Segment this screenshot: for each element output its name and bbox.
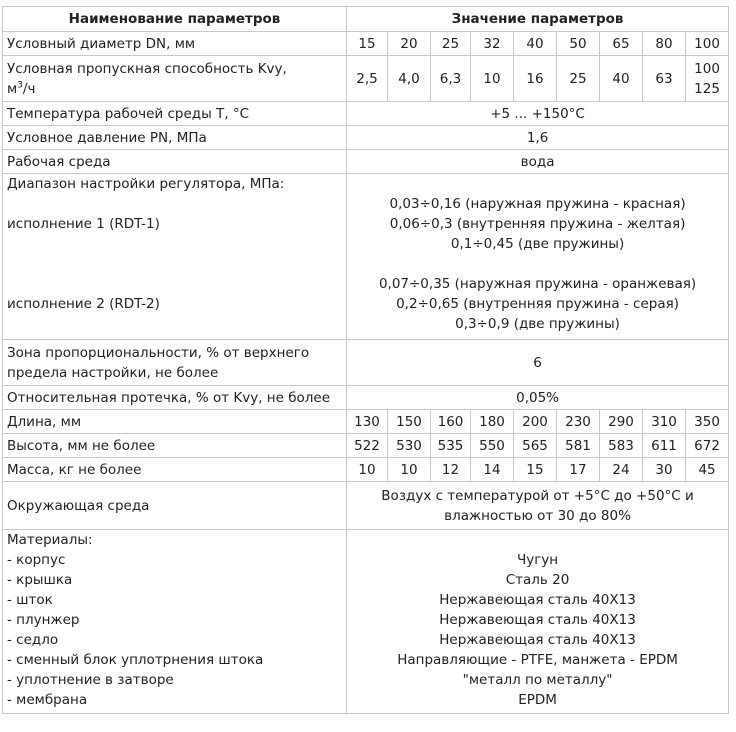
mass-value: 14 <box>471 458 514 482</box>
material-value: "металл по металлу" <box>462 672 613 688</box>
height-value: 583 <box>600 434 643 458</box>
material-value: Направляющие - PTFE, манжета - EPDM <box>397 652 678 668</box>
dn-row <box>3 32 729 56</box>
dn-value: 65 <box>600 32 643 56</box>
kvy-value: 2,5 <box>347 56 388 102</box>
height-value: 581 <box>557 434 600 458</box>
material-part: - сменный блок уплотрнения штока <box>7 652 264 668</box>
kvy-unit-base: м <box>7 80 18 97</box>
length-label: Длина, мм <box>3 410 347 434</box>
version2-label: исполнение 2 (RDT-2) <box>7 296 160 312</box>
medium-value: вода <box>347 150 729 174</box>
mass-value: 24 <box>600 458 643 482</box>
dn-value: 20 <box>388 32 431 56</box>
mass-value: 15 <box>514 458 557 482</box>
height-row <box>3 434 729 458</box>
length-value: 200 <box>514 410 557 434</box>
mass-value: 10 <box>388 458 431 482</box>
leakage-row <box>3 386 729 410</box>
length-value: 180 <box>471 410 514 434</box>
mass-label: Масса, кг не более <box>3 458 347 482</box>
kvy-value: 40 <box>600 56 643 102</box>
setting-range-title: Диапазон настройки регулятора, МПа: <box>7 176 285 192</box>
materials-label-cell <box>3 530 347 714</box>
mass-value: 45 <box>686 458 729 482</box>
material-part: - плунжер <box>7 612 80 628</box>
environment-value: Воздух с температурой от +5°С до +50°С и влажностью от 30 до 80% <box>347 482 729 530</box>
proportional-zone-value: 6 <box>347 340 729 386</box>
height-value: 565 <box>514 434 557 458</box>
material-value: Сталь 20 <box>505 572 570 588</box>
kvy-row <box>3 56 729 102</box>
length-row <box>3 410 729 434</box>
range-line: 0,06÷0,3 (внутренняя пружина - желтая) <box>389 216 686 232</box>
proportional-zone-label: Зона пропорциональности, % от верхнего предела настройки, не более <box>3 340 347 386</box>
environment-label: Окружающая среда <box>3 482 347 530</box>
height-value: 672 <box>686 434 729 458</box>
temperature-label: Температура рабочей среды Т, °С <box>3 102 347 126</box>
height-value: 611 <box>643 434 686 458</box>
dn-value: 15 <box>347 32 388 56</box>
environment-row <box>3 482 729 530</box>
length-value: 290 <box>600 410 643 434</box>
setting-range-label-cell <box>3 174 347 340</box>
temperature-value: +5 ... +150°С <box>347 102 729 126</box>
dn-value: 50 <box>557 32 600 56</box>
height-value: 550 <box>471 434 514 458</box>
mass-value: 10 <box>347 458 388 482</box>
height-value: 530 <box>388 434 431 458</box>
pressure-label: Условное давление PN, МПа <box>3 126 347 150</box>
kvy-value: 6,3 <box>431 56 471 102</box>
material-value: Нержавеющая сталь 40Х13 <box>439 612 636 628</box>
spec-table <box>2 6 729 714</box>
length-value: 150 <box>388 410 431 434</box>
header-row <box>3 7 729 32</box>
range-line: 0,3÷0,9 (две пружины) <box>455 316 620 332</box>
material-part: - мембрана <box>7 692 88 708</box>
material-value: EPDM <box>518 692 557 708</box>
dn-value: 40 <box>514 32 557 56</box>
kvy-value: 10 <box>471 56 514 102</box>
height-value: 522 <box>347 434 388 458</box>
leakage-label: Относительная протечка, % от Kvy, не более <box>3 386 347 410</box>
length-value: 350 <box>686 410 729 434</box>
materials-row <box>3 530 729 714</box>
material-value: Чугун <box>516 552 559 568</box>
mass-row <box>3 458 729 482</box>
material-part: - уплотнение в затворе <box>7 672 174 688</box>
dn-value: 80 <box>643 32 686 56</box>
material-part: - седло <box>7 632 59 648</box>
mass-value: 30 <box>643 458 686 482</box>
kvy-unit-sup: 3 <box>17 80 23 90</box>
materials-title: Материалы: <box>7 532 93 548</box>
range-line: 0,1÷0,45 (две пружины) <box>450 236 625 252</box>
length-value: 310 <box>643 410 686 434</box>
pressure-value: 1,6 <box>347 126 729 150</box>
length-value: 230 <box>557 410 600 434</box>
height-label: Высота, мм не более <box>3 434 347 458</box>
range-line: 0,03÷0,16 (наружная пружина - красная) <box>389 196 686 212</box>
kvy-value: 63 <box>643 56 686 102</box>
material-value: Нержавеющая сталь 40Х13 <box>439 592 636 608</box>
range-line: 0,07÷0,35 (наружная пружина - оранжевая) <box>378 276 697 292</box>
version1-label: исполнение 1 (RDT-1) <box>7 216 160 232</box>
medium-row <box>3 150 729 174</box>
material-part: - корпус <box>7 552 66 568</box>
leakage-value: 0,05% <box>347 386 729 410</box>
mass-value: 17 <box>557 458 600 482</box>
proportional-zone-row <box>3 340 729 386</box>
kvy-value: 16 <box>514 56 557 102</box>
dn-value: 25 <box>431 32 471 56</box>
range-line: 0,2÷0,65 (внутренняя пружина - серая) <box>396 296 680 312</box>
medium-label: Рабочая среда <box>3 150 347 174</box>
dn-label: Условный диаметр DN, мм <box>3 32 347 56</box>
material-part: - крышка <box>7 572 73 588</box>
pressure-row <box>3 126 729 150</box>
param-column-header: Наименование параметров <box>3 7 347 32</box>
materials-values-cell <box>347 530 729 714</box>
mass-value: 12 <box>431 458 471 482</box>
kvy-label-main: Условная пропускная способность Kvy, <box>7 60 287 77</box>
dn-value: 32 <box>471 32 514 56</box>
kvy-value: 4,0 <box>388 56 431 102</box>
kvy-label <box>3 56 347 102</box>
material-value: Нержавеющая сталь 40Х13 <box>439 632 636 648</box>
value-column-header: Значение параметров <box>347 7 729 32</box>
kvy-value: 25 <box>557 56 600 102</box>
material-part: - шток <box>7 592 53 608</box>
setting-range-row <box>3 174 729 340</box>
height-value: 535 <box>431 434 471 458</box>
length-value: 130 <box>347 410 388 434</box>
setting-range-values <box>347 174 729 340</box>
length-value: 160 <box>431 410 471 434</box>
dn-value: 100 <box>686 32 729 56</box>
kvy-unit-rest: /ч <box>22 80 36 97</box>
kvy-value: 100 125 <box>686 56 729 102</box>
temperature-row <box>3 102 729 126</box>
